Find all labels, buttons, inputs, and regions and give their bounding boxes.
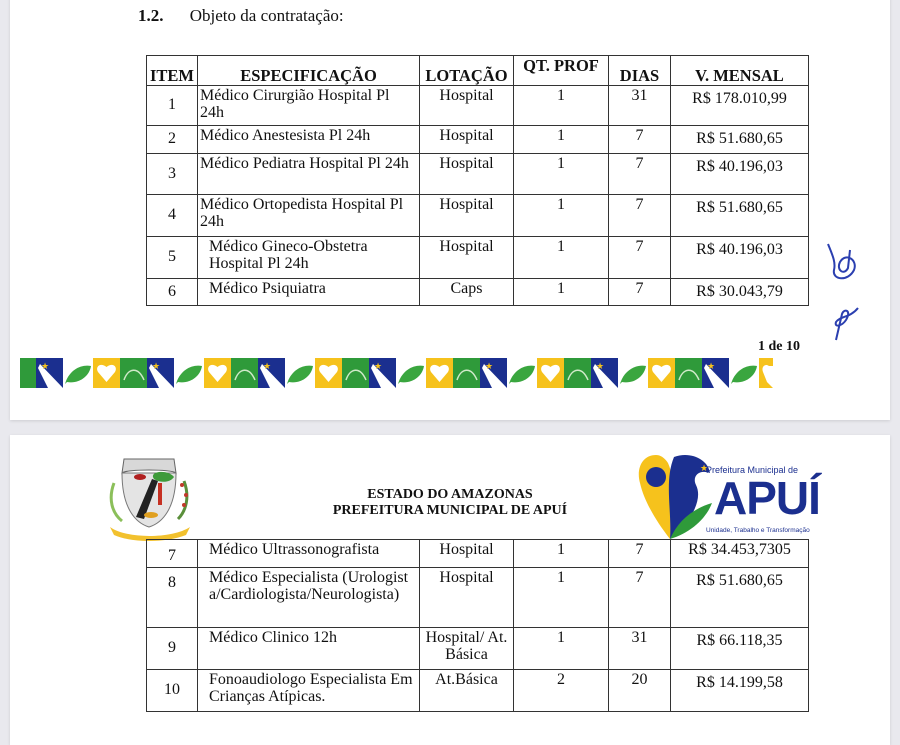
cell-valor: R$ 40.196,03 [671, 237, 809, 279]
leaf-icon [63, 358, 93, 388]
contract-items-table [146, 55, 809, 306]
cell-valor: R$ 51.680,65 [671, 568, 809, 628]
hill-tile-icon [231, 358, 258, 388]
header-item: ITEM [147, 56, 198, 86]
svg-text:★: ★ [596, 361, 605, 371]
table-row [147, 540, 809, 568]
cell-spec: Médico Especialista (Urologista/Cardiologista/Neurologista) [198, 568, 420, 628]
cell-item: 2 [147, 126, 198, 154]
svg-text:★: ★ [41, 361, 50, 371]
section-title: Objeto da contratação: [189, 6, 344, 25]
shooting-star-tile-icon [258, 358, 285, 388]
cell-qt: 1 [514, 126, 609, 154]
svg-text:★: ★ [700, 463, 709, 473]
shooting-star-tile-icon [702, 358, 729, 388]
header-lotacao: LOTAÇÃO [420, 56, 514, 86]
cell-qt: 1 [514, 195, 609, 237]
cell-dias: 7 [609, 279, 671, 306]
document-page-2 [10, 435, 890, 745]
leaf-icon [396, 358, 426, 388]
cell-lotacao: Hospital [420, 126, 514, 154]
cell-spec: Médico Pediatra Hospital Pl 24h [198, 154, 420, 195]
heart-tile-icon [204, 358, 231, 388]
cell-lotacao: Hospital [420, 154, 514, 195]
shooting-star-tile-icon [591, 358, 618, 388]
cell-spec: Médico Gineco-Obstetra Hospital Pl 24h [198, 237, 420, 279]
cell-valor: R$ 30.043,79 [671, 279, 809, 306]
header-dias: DIAS [609, 56, 671, 86]
cell-lotacao: Hospital/ At. Básica [420, 628, 514, 670]
shooting-star-tile-icon [147, 358, 174, 388]
cell-qt: 1 [514, 86, 609, 126]
cell-dias: 31 [609, 628, 671, 670]
header-municipality: PREFEITURA MUNICIPAL DE APUÍ [332, 503, 568, 518]
shooting-star-tile-icon [480, 358, 507, 388]
leaf-icon [285, 358, 315, 388]
leaf-icon [729, 358, 759, 388]
header-especificacao: ESPECIFICAÇÃO [198, 56, 420, 86]
cell-lotacao: Hospital [420, 237, 514, 279]
hill-tile-icon [20, 358, 36, 388]
cell-dias: 7 [609, 195, 671, 237]
document-page-1 [10, 0, 890, 420]
cell-spec: Médico Psiquiatra [198, 279, 420, 306]
cell-item: 8 [147, 568, 198, 628]
cell-valor: R$ 34.453,7305 [671, 540, 809, 568]
leaf-icon [174, 358, 204, 388]
table-row [147, 237, 809, 279]
signature-rubric-icon [828, 304, 862, 344]
cell-item: 7 [147, 540, 198, 568]
logo-slogan: Unidade, Trabalho e Transformação [706, 527, 810, 534]
cell-valor: R$ 14.199,58 [671, 670, 809, 712]
cell-dias: 7 [609, 568, 671, 628]
cell-item: 9 [147, 628, 198, 670]
cell-dias: 7 [609, 154, 671, 195]
cell-valor: R$ 40.196,03 [671, 154, 809, 195]
contract-items-table-continued [146, 539, 809, 712]
cell-lotacao: Hospital [420, 195, 514, 237]
decorative-footer-border [20, 356, 773, 390]
table-row [147, 628, 809, 670]
table-row [147, 670, 809, 712]
cell-qt: 1 [514, 154, 609, 195]
cell-qt: 1 [514, 237, 609, 279]
table-row [147, 126, 809, 154]
cell-dias: 7 [609, 237, 671, 279]
cell-lotacao: Hospital [420, 568, 514, 628]
cell-qt: 1 [514, 628, 609, 670]
cell-spec: Médico Cirurgião Hospital Pl 24h [198, 86, 420, 126]
page-number: 1 de 10 [758, 339, 800, 354]
cell-spec: Fonoaudiologo Especialista Em Crianças Atípicas. [198, 670, 420, 712]
cell-item: 3 [147, 154, 198, 195]
cell-spec: Médico Ortopedista Hospital Pl 24h [198, 195, 420, 237]
hill-tile-icon [453, 358, 480, 388]
cell-lotacao: Hospital [420, 540, 514, 568]
cell-qt: 1 [514, 540, 609, 568]
svg-text:★: ★ [485, 361, 494, 371]
hill-tile-icon [342, 358, 369, 388]
cell-qt: 1 [514, 279, 609, 306]
heart-tile-icon [759, 358, 773, 388]
hill-tile-icon [120, 358, 147, 388]
header-state: ESTADO DO AMAZONAS [367, 487, 533, 502]
table-row [147, 568, 809, 628]
cell-dias: 7 [609, 126, 671, 154]
cell-item: 5 [147, 237, 198, 279]
section-number: 1.2. [138, 6, 164, 25]
cell-item: 6 [147, 279, 198, 306]
signature-initials-icon [822, 240, 862, 284]
cell-item: 1 [147, 86, 198, 126]
svg-text:★: ★ [152, 361, 161, 371]
cell-lotacao: Hospital [420, 86, 514, 126]
cell-valor: R$ 51.680,65 [671, 195, 809, 237]
heart-tile-icon [315, 358, 342, 388]
hill-tile-icon [675, 358, 702, 388]
cell-lotacao: Caps [420, 279, 514, 306]
table-row [147, 195, 809, 237]
cell-spec: Médico Clinico 12h [198, 628, 420, 670]
cell-valor: R$ 66.118,35 [671, 628, 809, 670]
svg-text:★: ★ [263, 361, 272, 371]
cell-qt: 1 [514, 568, 609, 628]
leaf-icon [507, 358, 537, 388]
cell-spec: Médico Ultrassonografista [198, 540, 420, 568]
cell-item: 10 [147, 670, 198, 712]
shooting-star-tile-icon [369, 358, 396, 388]
shooting-star-tile-icon [36, 358, 63, 388]
cell-dias: 7 [609, 540, 671, 568]
svg-text:★: ★ [374, 361, 383, 371]
heart-tile-icon [93, 358, 120, 388]
logo-top-text: Prefeitura Municipal de [706, 465, 799, 475]
apui-logo [634, 451, 824, 543]
cell-qt: 2 [514, 670, 609, 712]
heart-tile-icon [426, 358, 453, 388]
heart-tile-icon [537, 358, 564, 388]
cell-valor: R$ 178.010,99 [671, 86, 809, 126]
cell-dias: 31 [609, 86, 671, 126]
table-row [147, 86, 809, 126]
table-row [147, 154, 809, 195]
cell-dias: 20 [609, 670, 671, 712]
leaf-icon [618, 358, 648, 388]
table-header-row [147, 56, 809, 86]
table-row [147, 279, 809, 306]
hill-tile-icon [564, 358, 591, 388]
svg-text:★: ★ [707, 361, 716, 371]
header-v-mensal: V. MENSAL [671, 56, 809, 86]
header-qt-prof: QT. PROF [514, 56, 609, 86]
heart-tile-icon [648, 358, 675, 388]
section-heading [138, 6, 344, 26]
cell-spec: Médico Anestesista Pl 24h [198, 126, 420, 154]
logo-name: APUÍ [714, 472, 820, 524]
cell-lotacao: At.Básica [420, 670, 514, 712]
cell-valor: R$ 51.680,65 [671, 126, 809, 154]
cell-item: 4 [147, 195, 198, 237]
